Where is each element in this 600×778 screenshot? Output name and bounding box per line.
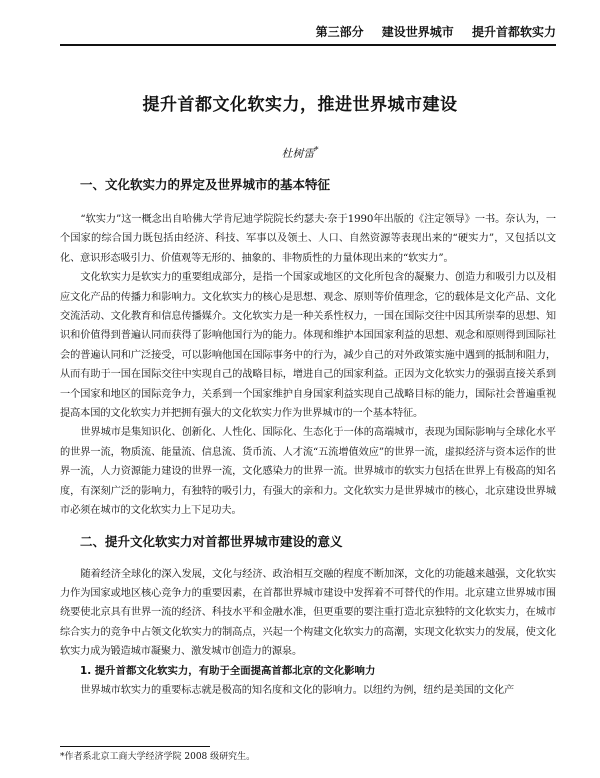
section-1-heading: 一、文化软实力的界定及世界城市的基本特征 (80, 177, 331, 192)
section-1-paragraph: “软实力”这一概念出自哈佛大学肯尼迪学院院长约瑟夫·奈于1990年出版的《注定领导》一书。奈认为，一个国家的综合国力既包括由经济、科技、军事以及领土、人口、自然资源等表现出来的“硬实力”，又包括以文化、意识形态吸引力、价值观等无形的、抽象的、非物质性的力量体现出来的“软实力”。 (60, 214, 556, 264)
section-2-paragraph: 随着经济全球化的深入发展，文化与经济、政治相互交融的程度不断加深，文化的功能越来越强，文化软实力作为国家或地区核心竞争力的重要因素，在首都世界城市建设中发挥着不可替代的作用。北京建立世界城市围绕要使北京具有世界一流的经济、科技水平和金融水准，但更重要的要注重打造北京独特的文化软实力，在城市综合实力的竞争中占领文化软实力的制高点，兴起一个构建文化软实力的高潮，实现文化软实力的发展，使文化软实力成为锻造城市凝聚力、激发城市创造力的源泉。 (60, 568, 556, 658)
running-header (60, 22, 556, 46)
section-2-heading: 二、提升文化软实力对首都世界城市建设的意义 (80, 533, 343, 549)
section-1-paragraph: 世界城市是集知识化、创新化、人性化、国际化、生态化于一体的高端城市，表现为国际影响与全球化水平的世界一流，物质流、能量流、信息流、货币流、人才流“五流增值效应”的世界一流，虚拟经济与资本运作的世界一流，人力资源能力建设的世界一流，文化感染力的世界一流。世界城市的软实力包括在世界上有极高的知名度，有深刻广泛的影响力，有独特的吸引力，有强大的亲和力。文化软实力是世界城市的核心，北京建设世界城市必须在城市的文化软实力上下足功夫。 (60, 427, 556, 517)
author-footnote-mark: * (314, 145, 319, 155)
header-topic: 提升首都软实力 (471, 25, 556, 39)
header-section: 建设世界城市 (381, 25, 454, 39)
section-2-subheading: 1. 提升首都文化软实力，有助于全面提高首都北京的文化影响力 (80, 664, 376, 677)
header-part: 第三部分 (315, 25, 364, 39)
author-line (0, 145, 600, 161)
footnote: *作者系北京工商大学经济学院 2008 级研究生。 (60, 752, 256, 762)
footnote-divider (60, 746, 210, 747)
article-body (60, 176, 556, 700)
author-name: 杜树雷 (281, 147, 315, 160)
article-title: 提升首都文化软实力，推进世界城市建设 (142, 95, 458, 115)
section-2-trailing-paragraph: 世界城市软实力的重要标志就是极高的知名度和文化的影响力。以纽约为例，纽约是美国的文化产 (80, 684, 515, 696)
section-1-paragraph: 文化软实力是软实力的重要组成部分，是指一个国家或地区的文化所包含的凝聚力、创造力和吸引力以及相应文化产品的传播力和影响力。文化软实力的核心是思想、观念、原则等价值理念，它的载体是文化产品、文化交流活动、文化教育和信息传播媒介。文化软实力是一种关系性权力，一国在国际交往中因其所崇奉的思想、知识和价值得到普遍认同而获得了影响他国行为的能力。体现和维护本国国家利益的思想、观念和原则得到国际社会的普遍认同和广泛接受，可以影响他国在国际事务中的行为，减少自己的对外政策实施中遇到的抵制和阻力，从而有助于一国在国际交往中实现自己的战略目标，增进自己的国家利益。正因为文化软实力的强弱直接关系到一个国家和地区的国际竞争力，关系到一个国家维护自身国家利益实现自己战略目标的能力，国际社会普遍重视提高本国的文化软实力并把拥有强大的文化软实力作为世界城市的一个基本特征。 (60, 272, 556, 420)
